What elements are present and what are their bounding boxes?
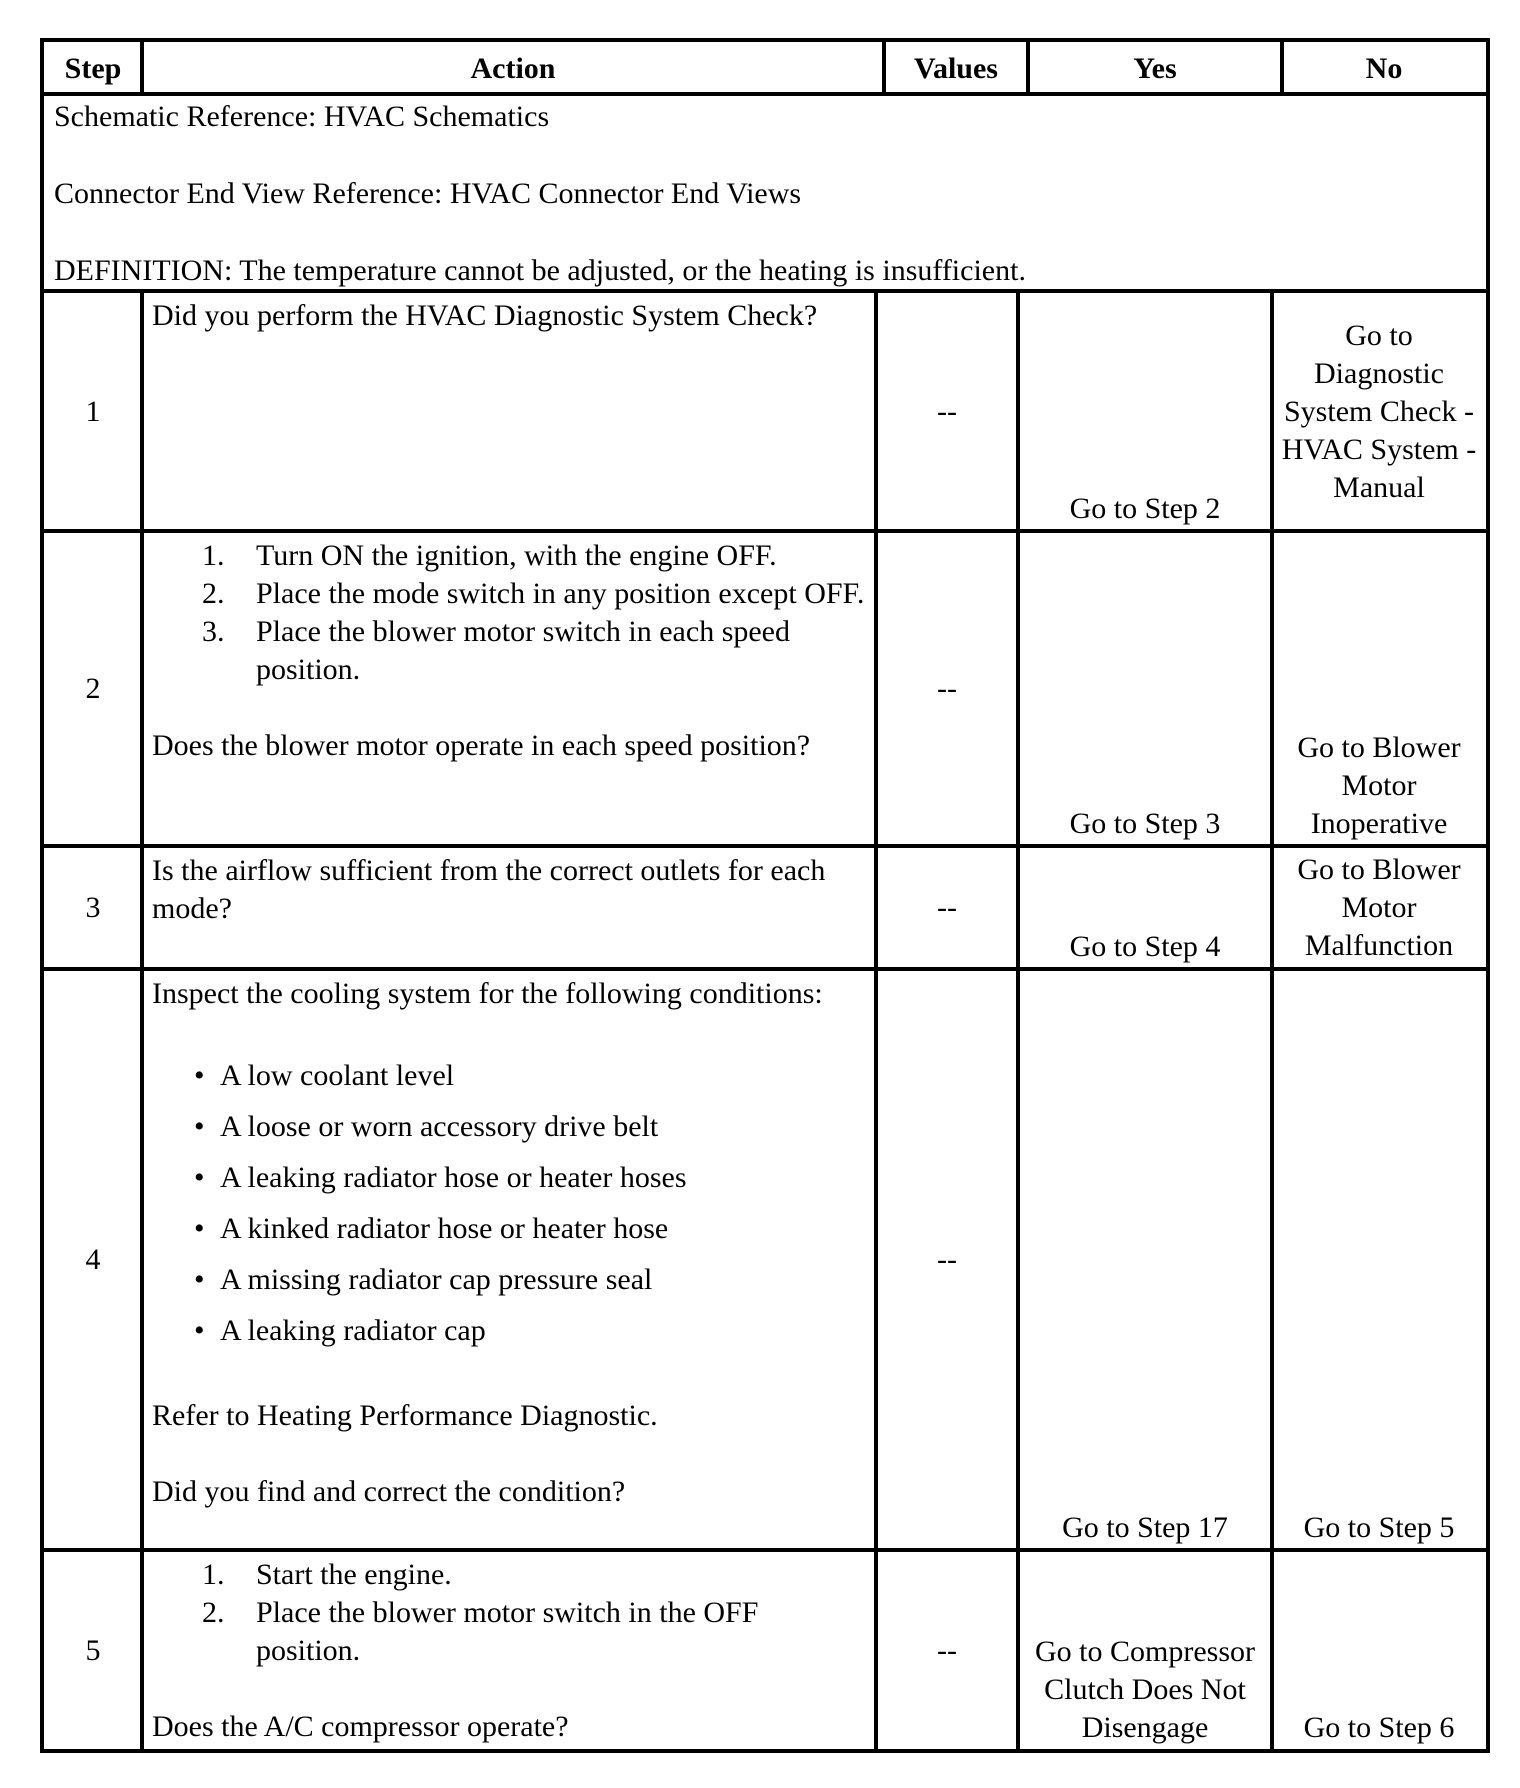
definition-text: DEFINITION: The temperature cannot be adjusted, or the heating is insufficient.	[54, 254, 1026, 287]
row2-question: Does the blower motor operate in each speed position?	[152, 729, 811, 762]
row1-action	[142, 293, 876, 530]
row4-step: 4	[85, 1243, 101, 1276]
schematic-reference: Schematic Reference: HVAC Schematics	[54, 100, 550, 133]
row2-list-item: 1. Turn ON the ignition, with the engine OFF.	[202, 539, 777, 572]
row1-values: --	[937, 394, 957, 428]
column-divider	[1270, 289, 1274, 1749]
header-divider	[140, 42, 144, 94]
header-action: Action	[470, 52, 556, 85]
row3-no: Go to Blower Motor Malfunction	[1297, 853, 1461, 962]
row1-question: Did you perform the HVAC Diagnostic System Check?	[152, 299, 818, 332]
header-divider	[882, 42, 886, 94]
row4-bullet-item: • A kinked radiator hose or heater hose	[194, 1212, 669, 1245]
row2-step: 2	[85, 672, 101, 705]
reference-block	[44, 96, 1486, 286]
row2-list-item: 2. Place the mode switch in any position except OFF.	[202, 577, 865, 610]
row5-question: Does the A/C compressor operate?	[152, 1710, 569, 1743]
row3-values: --	[937, 891, 957, 924]
header-divider	[1026, 42, 1030, 94]
row5-list-item: 2. Place the blower motor switch in the OFF position.	[202, 1596, 759, 1667]
row3-question: Is the airflow sufficient from the correct outlets for each mode?	[152, 854, 826, 925]
row5-no: Go to Step 6	[1303, 1711, 1455, 1744]
row3-step: 3	[85, 891, 101, 924]
row4-intro: Inspect the cooling system for the following conditions:	[152, 977, 823, 1010]
header-values: Values	[914, 52, 998, 85]
row2-action	[142, 533, 876, 845]
row4-no: Go to Step 5	[1303, 1511, 1455, 1544]
row4-question: Did you find and correct the condition?	[152, 1475, 626, 1508]
row5-step: 5	[85, 1633, 101, 1667]
row4-bullet-item: • A leaking radiator hose or heater hoses	[194, 1161, 687, 1194]
row2-yes: Go to Step 3	[1069, 807, 1221, 840]
row1-no: Go to Diagnostic System Check - HVAC System - Manual	[1281, 318, 1477, 504]
row4-bullet-item: • A leaking radiator cap	[194, 1314, 486, 1347]
row5-action	[142, 1552, 876, 1749]
header-no: No	[1365, 52, 1403, 85]
row2-list-item: 3. Place the blower motor switch in each speed position.	[202, 615, 790, 686]
row-divider	[44, 92, 1486, 96]
header-yes: Yes	[1133, 52, 1177, 85]
row3-action	[142, 848, 876, 968]
column-divider	[140, 289, 144, 1749]
row4-bullet-item: • A low coolant level	[194, 1059, 455, 1092]
row2-values: --	[937, 672, 957, 705]
header-step: Step	[64, 52, 122, 85]
row4-action	[142, 971, 876, 1549]
row1-yes: Go to Step 2	[1069, 492, 1221, 525]
column-divider	[874, 289, 878, 1749]
row5-values: --	[937, 1633, 957, 1667]
column-divider	[1016, 289, 1020, 1749]
row4-bullet-item: • A loose or worn accessory drive belt	[194, 1110, 659, 1143]
row5-list-item: 1. Start the engine.	[202, 1558, 452, 1591]
diagnostic-table	[40, 38, 1490, 1753]
row3-yes: Go to Step 4	[1069, 930, 1221, 963]
row2-no: Go to Blower Motor Inoperative	[1297, 731, 1461, 840]
header-divider	[1280, 42, 1284, 94]
row1-step: 1	[85, 394, 101, 428]
connector-reference: Connector End View Reference: HVAC Connector End Views	[54, 177, 802, 210]
row4-values: --	[937, 1243, 957, 1276]
row5-yes: Go to Compressor Clutch Does Not Disengage	[1035, 1635, 1255, 1744]
row4-bullet-item: • A missing radiator cap pressure seal	[194, 1263, 653, 1296]
row4-yes: Go to Step 17	[1062, 1511, 1228, 1544]
row4-refer: Refer to Heating Performance Diagnostic.	[152, 1399, 658, 1432]
